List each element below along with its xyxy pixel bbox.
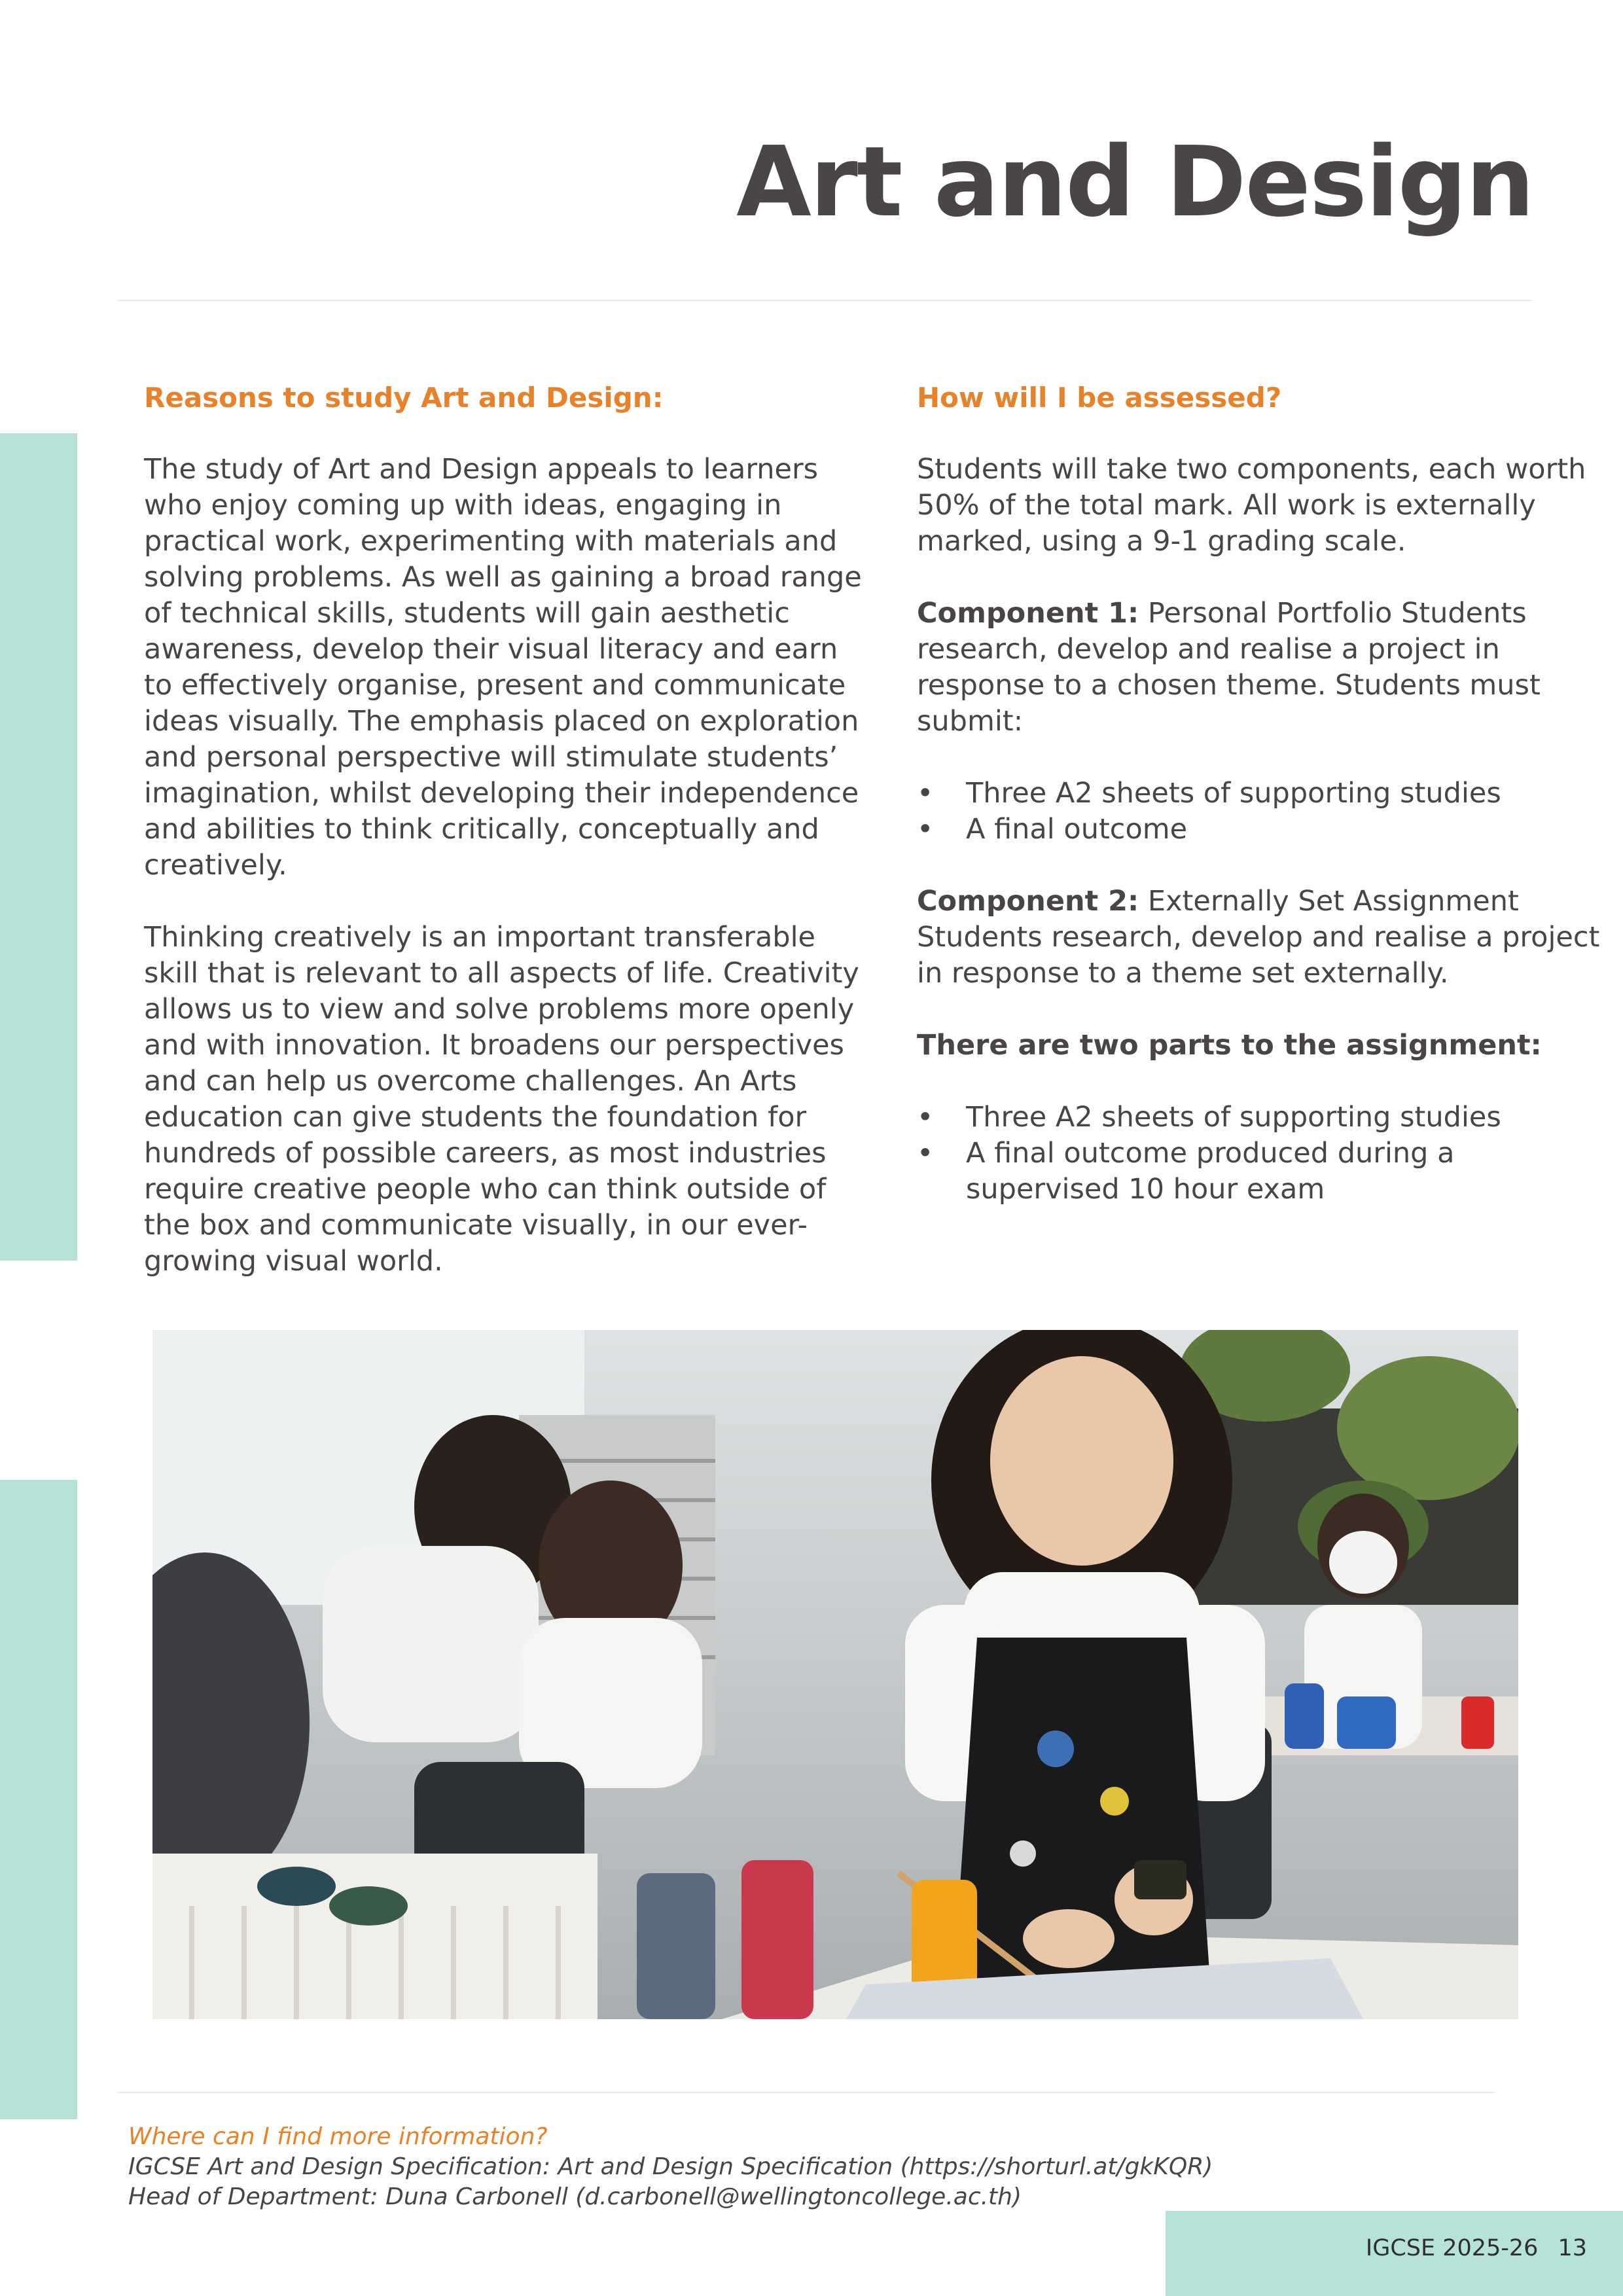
list-item: • A final outcome (917, 812, 1604, 848)
list-item: • Three A2 sheets of supporting studies (917, 1100, 1604, 1136)
component-1-paragraph (917, 596, 1604, 740)
list-item: • A final outcome produced during a supervised 10 hour exam (917, 1136, 1604, 1208)
footer-band (1166, 2211, 1623, 2296)
more-info-block (128, 2122, 1437, 2212)
page-number: 13 (1558, 2235, 1587, 2261)
component-2-paragraph (917, 884, 1604, 992)
assignment-list (917, 1100, 1604, 1208)
page-title: Art and Design (736, 126, 1533, 238)
component-2-label: Component 2: (917, 885, 1139, 918)
reasons-column (144, 380, 870, 1316)
more-info-question: Where can I find more information? (128, 2123, 548, 2150)
assignment-heading: There are two parts to the assignment: (917, 1029, 1542, 1062)
footer (1366, 2235, 1587, 2261)
mint-side-bar-top (0, 433, 77, 1261)
component-2-text: Externally Set Assignment Students research, develop and realise a project in response to a theme set externally. (917, 885, 1600, 990)
art-classroom-photo (152, 1330, 1518, 2019)
reasons-paragraph-1: The study of Art and Design appeals to learners who enjoy coming up with ideas, engaging in practical work, experimenting with materials and solving problems. As well as gaining a broad range of technical skills, students will gain aesthetic awareness, develop their visual literacy and earn to effectively organise, present and communicate ideas visually. The emphasis placed on exploration and personal perspective will stimulate students’ imagination, whilst developing their independence and abilities to think critically, conceptually and creatively. (144, 453, 862, 882)
component-1-text: Personal Portfolio Students research, develop and realise a project in response to a chosen theme. Students must submit: (917, 597, 1541, 738)
mint-side-bar-bottom (0, 1480, 77, 2119)
title-divider (117, 300, 1531, 301)
reasons-paragraph-2: Thinking creatively is an important transferable skill that is relevant to all aspects of life. Creativity allows us to view and solve problems more openly and with innovation. It broadens our perspectives and can help us overcome challenges. An Arts education can give students the foundation for hundreds of possible careers, as most industries require creative people who can think outside of the box and communicate visually, in our ever-growing visual world. (144, 921, 859, 1278)
component-1-label: Component 1: (917, 597, 1139, 630)
specification-line: IGCSE Art and Design Specification: Art and Design Specification (https://shorturl.at/gkKQR) (128, 2153, 1213, 2180)
component-1-list (917, 776, 1604, 848)
reasons-heading: Reasons to study Art and Design: (144, 382, 664, 414)
info-divider (117, 2092, 1495, 2093)
head-of-department-line: Head of Department: Duna Carbonell (d.carbonell@wellingtoncollege.ac.th) (128, 2183, 1022, 2210)
footer-label: IGCSE 2025-26 (1365, 2235, 1539, 2261)
assessment-heading: How will I be assessed? (917, 382, 1282, 414)
assessment-column (917, 380, 1604, 1244)
assessment-intro: Students will take two components, each worth 50% of the total mark. All work is externally marked, using a 9-1 grading scale. (917, 453, 1586, 558)
list-item: • Three A2 sheets of supporting studies (917, 776, 1604, 812)
